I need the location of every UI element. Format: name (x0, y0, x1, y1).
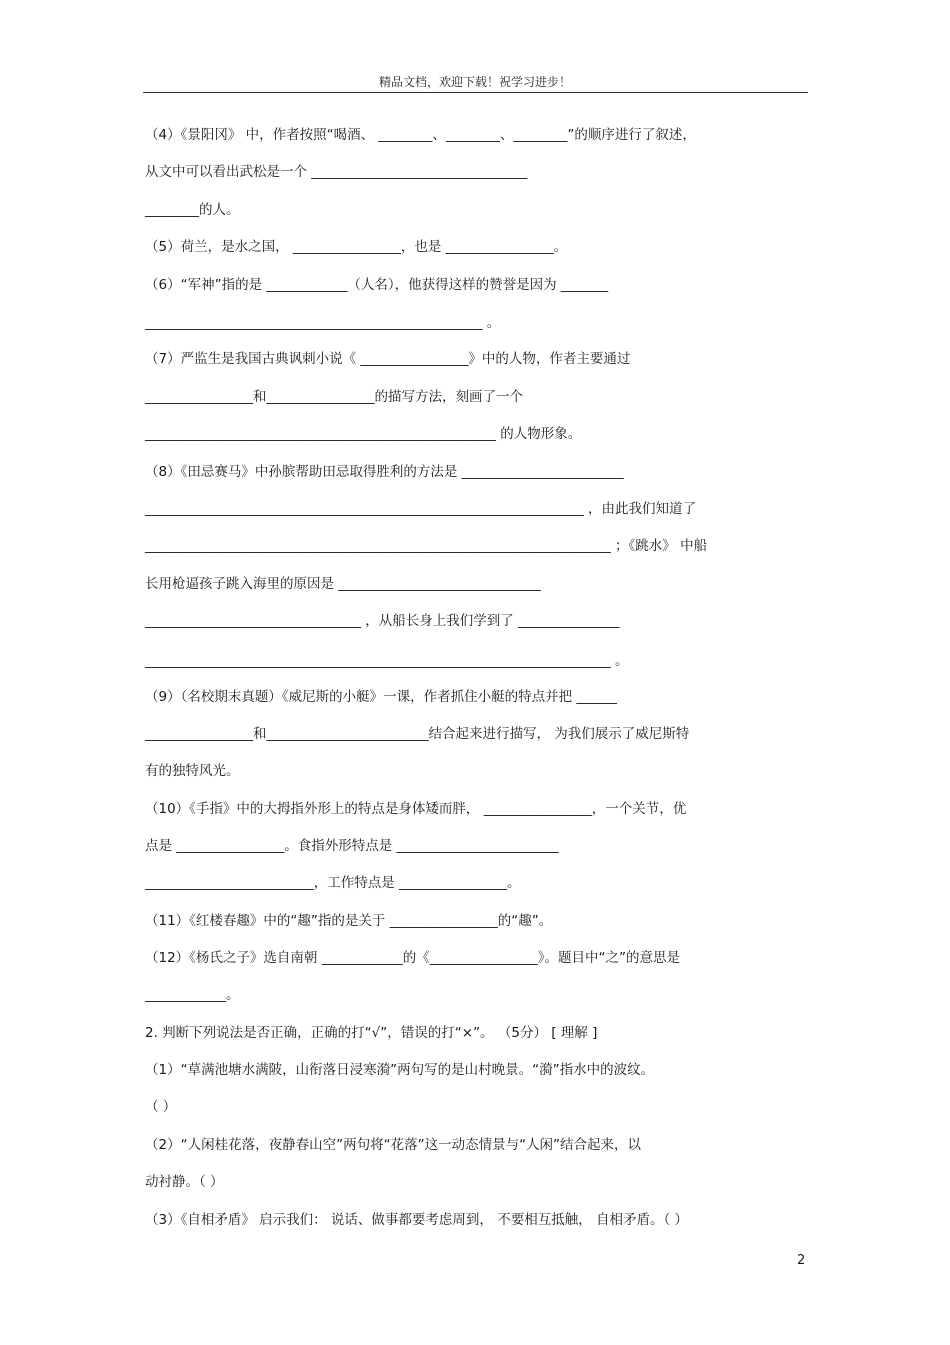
text-line: _____________________________________________________________________ ；《跳水》 中船 (145, 538, 708, 554)
text-line: （4）《景阳冈》 中，作者按照“喝酒、 ________、________、________”的顺序进行了叙述， (145, 127, 696, 143)
text-line: _________________________，工作特点是 ________________。 (145, 875, 521, 891)
page-number: 2 (797, 1253, 806, 1268)
text-line: 长用枪逼孩子跳入海里的原因是 ______________________________ (145, 576, 541, 592)
text-line: ________________________________ ，从船长身上我们学到了 _______________ (145, 613, 620, 629)
text-line: （7）严监生是我国古典讽刺小说《 ________________》中的人物，作者主要通过 (145, 351, 631, 367)
text-line: _____________________________________________________________________ 。 (145, 653, 629, 669)
text-line: （1）“草满池塘水满陂，山衔落日浸寒漪”两句写的是山村晚景。“漪”指水中的波纹。 (145, 1062, 655, 1078)
text-line: （10）《手指》中的大拇指外形上的特点是身体矮而胖， ________________，一个关节，优 (145, 801, 687, 817)
text-line: （9）（名校期末真题）《威尼斯的小艇》一课，作者抓住小艇的特点并把 ______ (145, 689, 617, 705)
text-line: ____________。 (145, 987, 240, 1003)
text-line: __________________________________________________ 。 (145, 315, 501, 331)
text-line: （8）《田忌赛马》中孙膑帮助田忌取得胜利的方法是 ________________________ (145, 464, 624, 480)
text-line: ________的人。 (145, 202, 240, 218)
text-line: （11）《红楼春趣》中的“趣”指的是关于 ________________的“趣”。 (145, 913, 553, 929)
text-line: 点是 ________________。食指外形特点是 ________________________ (145, 838, 559, 854)
text-line: 有的独特风光。 (145, 763, 240, 779)
text-line: （6）“军神”指的是 ____________（人名），他获得这样的赞誉是因为 _______ (145, 277, 609, 293)
text-line: _________________________________________________________________ ，由此我们知道了 (145, 501, 697, 517)
text-line: 动衬静。（ ） (145, 1174, 224, 1190)
text-line: ________________和________________________结合起来进行描写， 为我们展示了威尼斯特 (145, 726, 690, 742)
text-line: （12）《杨氏之子》选自南朝 ____________的《________________》。题目中“之”的意思是 (145, 950, 680, 966)
text-line: （2）“人闲桂花落，夜静春山空”两句将“花落”这一动态情景与“人闲”结合起来，以 (145, 1137, 642, 1153)
page-header: 精品文档，欢迎下载！祝学习进步！ (378, 75, 571, 89)
text-line: ________________和________________的描写方法，刻画了一个 (145, 389, 523, 405)
text-line: ____________________________________________________ 的人物形象。 (145, 426, 582, 442)
text-line: （ ） (145, 1099, 177, 1115)
header-divider (143, 92, 808, 93)
text-line: （3）《自相矛盾》 启示我们： 说话、做事都要考虑周到， 不要相互抵触， 自相矛盾。（ ） (145, 1212, 689, 1228)
text-line: 从文中可以看出武松是一个 ________________________________ (145, 164, 528, 180)
text-line: （5）荷兰，是水之国， ________________，也是 ________________。 (145, 239, 568, 255)
text-line: 2. 判断下列说法是否正确，正确的打“√”，错误的打“×”。 （5分） [ 理解 ] (145, 1025, 598, 1041)
